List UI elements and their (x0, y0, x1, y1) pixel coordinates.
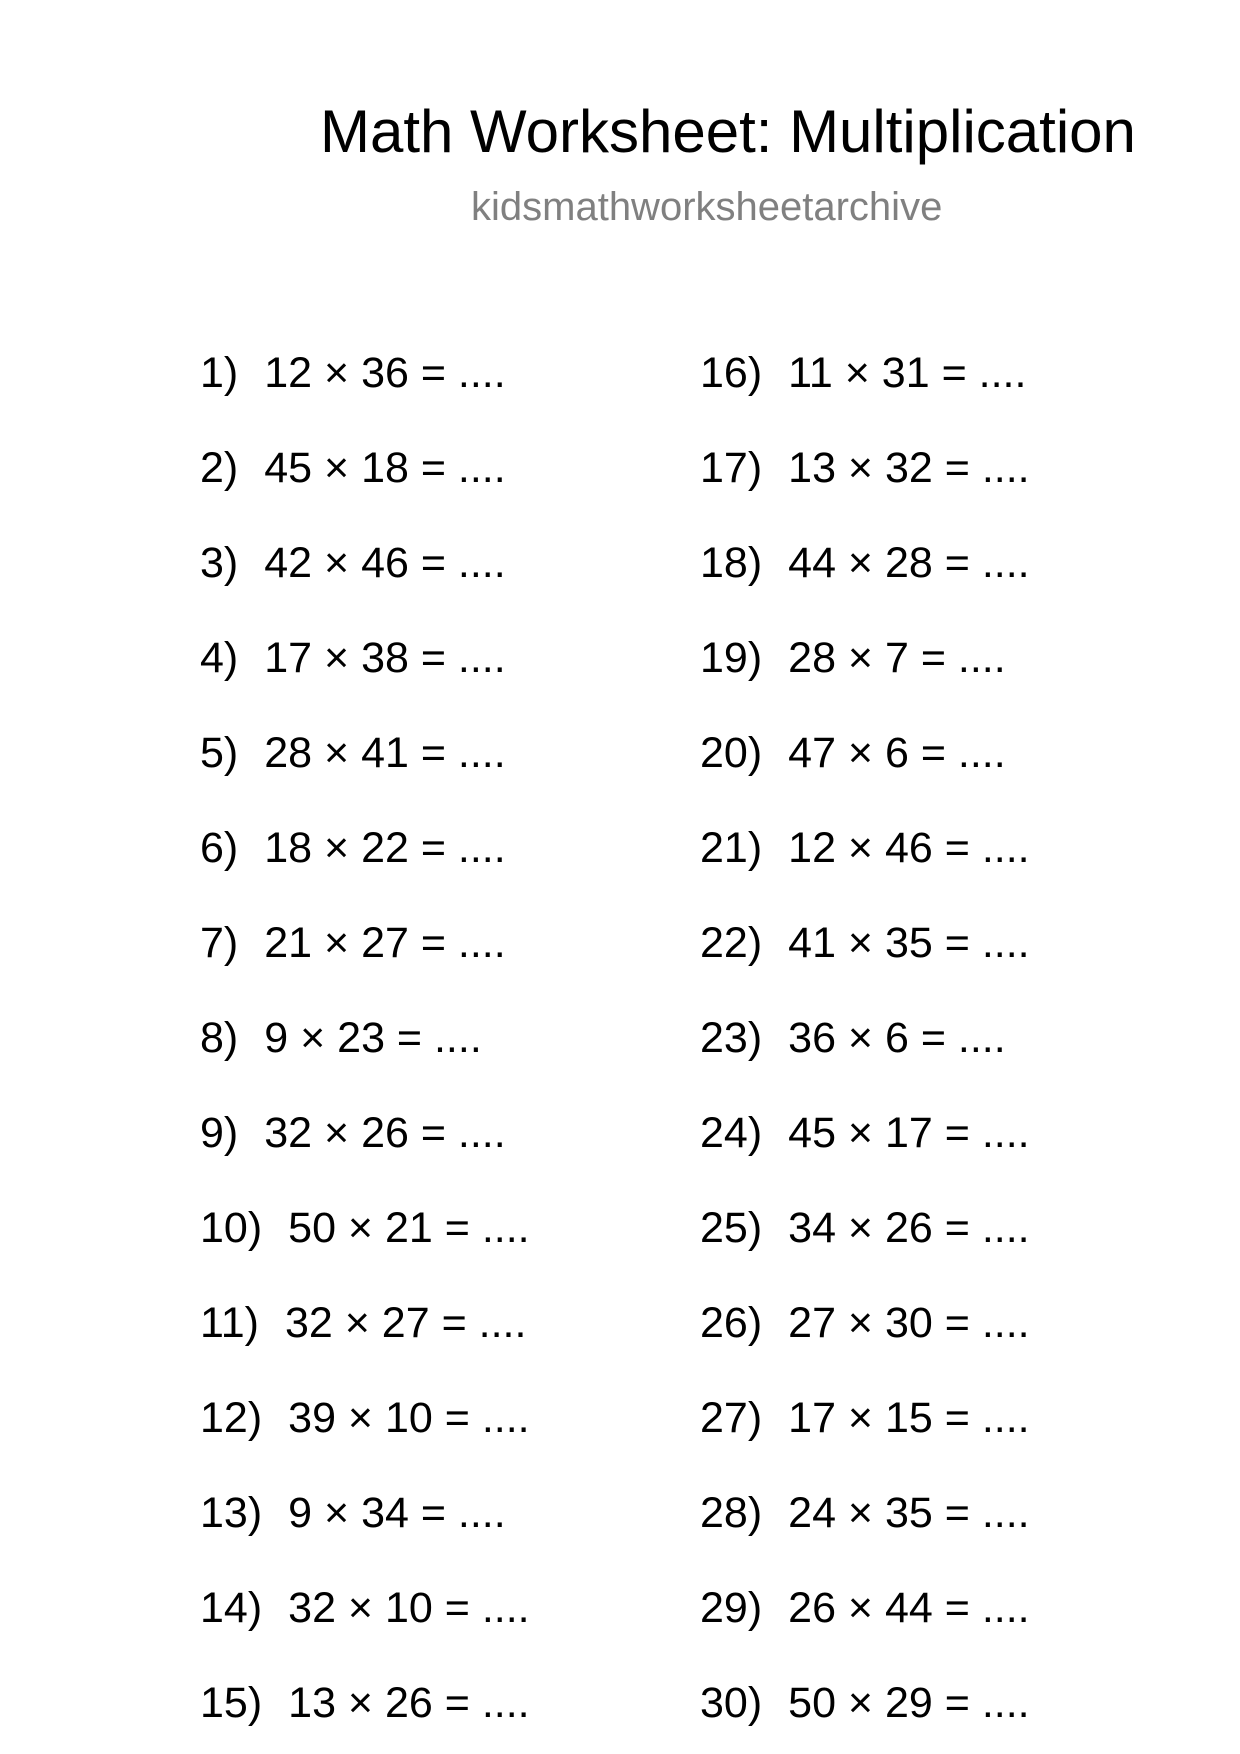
problem-expression: 32 × 27 = .... (284, 1299, 527, 1347)
problem-expression: 50 × 21 = .... (288, 1204, 530, 1252)
problem-number: 12) (200, 1394, 263, 1442)
problem-expression: 18 × 22 = .... (264, 824, 506, 872)
problem-number: 27) (700, 1394, 763, 1442)
problem-number: 5) (200, 729, 239, 777)
problem-item (700, 1485, 1030, 1541)
problem-item (700, 1580, 1030, 1636)
problem-item (700, 1675, 1030, 1731)
problem-expression: 39 × 10 = .... (288, 1394, 530, 1442)
problem-expression: 34 × 26 = .... (788, 1204, 1030, 1252)
problem-expression: 32 × 10 = .... (288, 1584, 530, 1632)
problem-expression: 36 × 6 = .... (788, 1014, 1006, 1062)
problem-number: 23) (700, 1014, 763, 1062)
problem-item (200, 1675, 530, 1731)
problem-item (200, 1390, 530, 1446)
problem-item (200, 1105, 506, 1161)
problem-number: 14) (200, 1584, 263, 1632)
problem-number: 10) (200, 1204, 263, 1252)
problem-number: 18) (700, 539, 763, 587)
problem-expression: 28 × 41 = .... (264, 729, 506, 777)
problem-expression: 26 × 44 = .... (788, 1584, 1030, 1632)
problem-item (700, 440, 1030, 496)
page-title: Math Worksheet: Multiplication (320, 98, 1136, 165)
problem-number: 21) (700, 824, 763, 872)
problem-expression: 11 × 31 = .... (788, 349, 1027, 397)
problem-item (200, 915, 506, 971)
problem-number: 3) (200, 539, 239, 587)
problem-expression: 44 × 28 = .... (788, 539, 1030, 587)
problem-item (700, 1390, 1030, 1446)
problem-number: 1) (200, 349, 239, 397)
page-subtitle: kidsmathworksheetarchive (471, 185, 943, 229)
problem-item (700, 1295, 1030, 1351)
problem-expression: 9 × 23 = .... (264, 1014, 482, 1062)
problem-expression: 42 × 46 = .... (264, 539, 506, 587)
problem-number: 26) (700, 1299, 763, 1347)
problem-number: 4) (200, 634, 239, 682)
problem-expression: 24 × 35 = .... (788, 1489, 1030, 1537)
problem-number: 28) (700, 1489, 763, 1537)
problem-number: 11) (200, 1299, 259, 1347)
problem-number: 19) (700, 634, 763, 682)
problem-item (700, 630, 1006, 686)
problem-number: 13) (200, 1489, 263, 1537)
problem-expression: 45 × 17 = .... (788, 1109, 1030, 1157)
problem-expression: 12 × 46 = .... (788, 824, 1030, 872)
problem-expression: 45 × 18 = .... (264, 444, 506, 492)
problem-number: 25) (700, 1204, 763, 1252)
problem-item (200, 820, 506, 876)
problem-number: 22) (700, 919, 763, 967)
problem-number: 17) (700, 444, 763, 492)
problem-number: 16) (700, 349, 763, 397)
problem-number: 2) (200, 444, 239, 492)
problem-number: 29) (700, 1584, 763, 1632)
problem-expression: 21 × 27 = .... (264, 919, 506, 967)
problem-item (700, 1010, 1006, 1066)
problem-expression: 27 × 30 = .... (788, 1299, 1030, 1347)
problem-expression: 13 × 26 = .... (288, 1679, 530, 1727)
problem-number: 9) (200, 1109, 239, 1157)
problem-item (200, 535, 506, 591)
problem-item (200, 725, 506, 781)
problem-item (700, 345, 1026, 401)
problem-item (700, 535, 1030, 591)
problem-expression: 41 × 35 = .... (788, 919, 1030, 967)
problem-expression: 17 × 38 = .... (264, 634, 506, 682)
problem-number: 20) (700, 729, 763, 777)
problem-number: 15) (200, 1679, 263, 1727)
problem-item (200, 630, 506, 686)
problem-item (700, 820, 1030, 876)
problem-item (200, 1485, 506, 1541)
problem-item (200, 1010, 482, 1066)
problem-item (700, 1105, 1030, 1161)
problem-item (200, 1295, 526, 1351)
problem-item (200, 1580, 530, 1636)
problem-expression: 13 × 32 = .... (788, 444, 1030, 492)
problem-number: 30) (700, 1679, 763, 1727)
problem-expression: 47 × 6 = .... (788, 729, 1006, 777)
problem-expression: 50 × 29 = .... (788, 1679, 1030, 1727)
problem-item (700, 1200, 1030, 1256)
problem-item (200, 1200, 530, 1256)
problem-expression: 32 × 26 = .... (264, 1109, 506, 1157)
problem-item (200, 345, 506, 401)
problem-item (700, 725, 1006, 781)
problem-number: 8) (200, 1014, 239, 1062)
problem-expression: 28 × 7 = .... (788, 634, 1006, 682)
problem-item (200, 440, 506, 496)
problem-number: 24) (700, 1109, 763, 1157)
problem-item (700, 915, 1030, 971)
problem-expression: 12 × 36 = .... (264, 349, 506, 397)
problem-number: 6) (200, 824, 239, 872)
problem-expression: 17 × 15 = .... (788, 1394, 1030, 1442)
problem-expression: 9 × 34 = .... (288, 1489, 506, 1537)
problem-number: 7) (200, 919, 239, 967)
